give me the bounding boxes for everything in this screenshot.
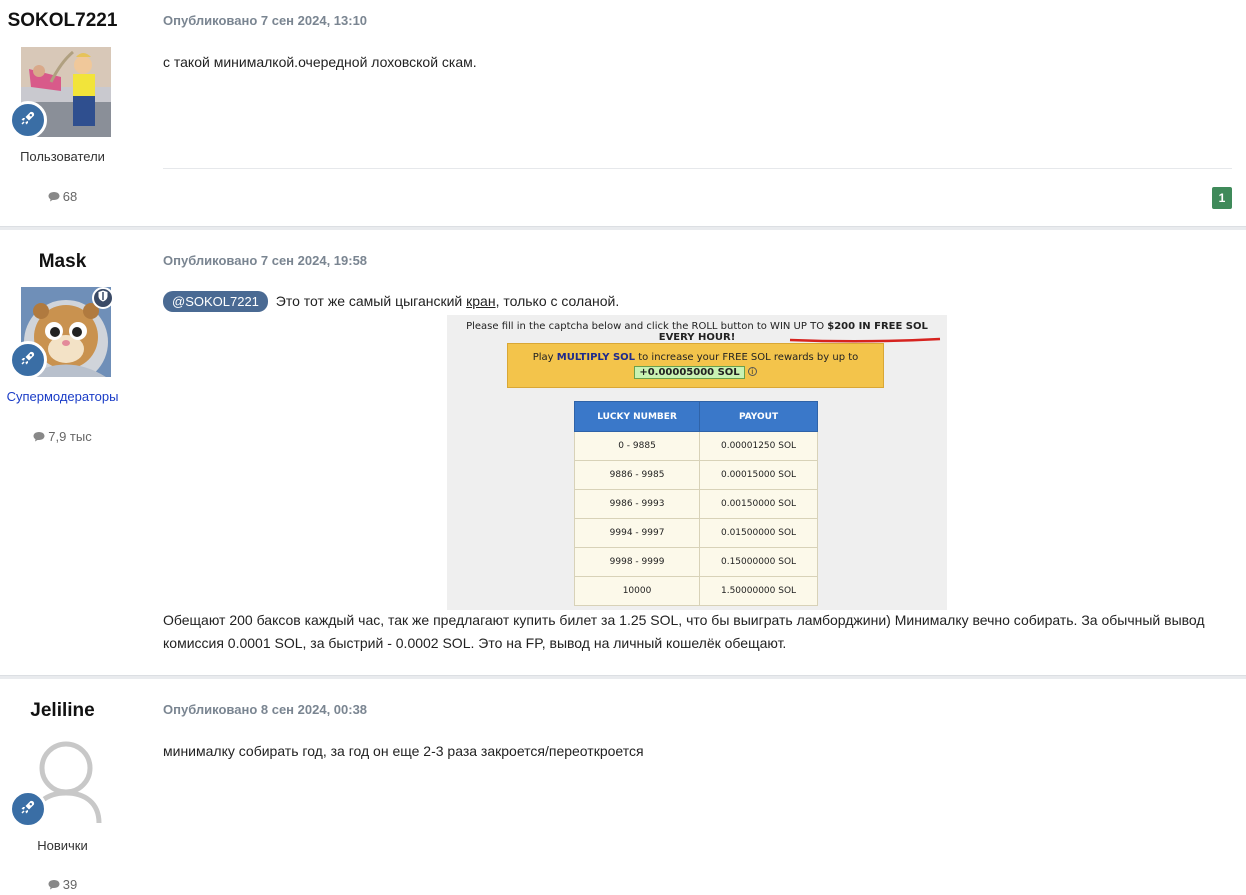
payout-value: 0.00150000 SOL: [700, 490, 818, 519]
rank-badge: [9, 790, 47, 828]
comment-icon: [48, 189, 63, 204]
rocket-icon: [20, 799, 36, 820]
promo-highlight: MULTIPLY SOL: [556, 352, 636, 363]
intro-text: Это тот же самый цыганский: [271, 293, 467, 309]
post-count-value: 7,9 тыс: [48, 429, 92, 444]
payout-value: 0.00001250 SOL: [700, 432, 818, 461]
embedded-image[interactable]: [447, 315, 947, 610]
post-count[interactable]: [0, 189, 125, 204]
embed-header-prefix: Please fill in the captcha below and click the ROLL button to WIN UP TO: [466, 321, 828, 332]
table-row: [575, 432, 818, 461]
divider: [163, 168, 1232, 169]
moderator-badge: [92, 287, 114, 309]
post-count[interactable]: [0, 877, 125, 892]
user-mention[interactable]: @SOKOL7221: [163, 291, 268, 312]
table-row: [575, 519, 818, 548]
lucky-range: 9886 - 9985: [575, 461, 700, 490]
rank-badge: [9, 101, 47, 139]
page-number-badge[interactable]: 1: [1212, 187, 1232, 209]
post-date[interactable]: Опубликовано 7 сен 2024, 19:58: [163, 253, 368, 268]
rocket-icon: [20, 110, 36, 131]
author-name[interactable]: Mask: [38, 251, 87, 272]
table-row: [575, 577, 818, 606]
post-body-intro: [163, 290, 619, 313]
post-count-value: 68: [62, 189, 78, 204]
payout-value: 0.01500000 SOL: [700, 519, 818, 548]
promo-after: to increase your FREE SOL rewards by up to: [635, 352, 859, 363]
rocket-icon: [20, 350, 36, 371]
table-row: [575, 490, 818, 519]
promo-amount: +0.00005000 SOL: [634, 366, 744, 379]
post-body: Обещают 200 баксов каждый час, так же предлагают купить билет за 1.25 SOL, что бы выиграть ламборджини) Минималку вечно собирать. За обычный вывод комиссия 0.0001 SOL, за быстрий - 0.0002 SOL. Это на FP, вывод на личный кошелёк обещают.: [163, 612, 1205, 651]
user-group: Пользователи: [20, 149, 105, 164]
shield-icon: [98, 289, 108, 307]
rank-badge: [9, 341, 47, 379]
payout-value: 0.00015000 SOL: [700, 461, 818, 490]
post-date[interactable]: Опубликовано 7 сен 2024, 13:10: [163, 13, 368, 28]
author-name[interactable]: Jeliline: [30, 700, 95, 721]
intro-text-end: , только с соланой.: [495, 293, 620, 309]
post-body: с такой минималкой.очередной лоховской скам.: [163, 54, 477, 70]
lucky-range: 9994 - 9997: [575, 519, 700, 548]
table-row: [575, 461, 818, 490]
payout-value: 0.15000000 SOL: [700, 548, 818, 577]
payout-table: [574, 401, 818, 606]
author-name[interactable]: SOKOL7221: [7, 10, 118, 31]
post-body: минималку собирать год, за год он еще 2-3 раза закроется/переоткроется: [163, 743, 644, 759]
user-group[interactable]: Супермодераторы: [6, 389, 119, 404]
post-jeliline: [0, 679, 1246, 895]
info-icon: i: [748, 367, 757, 376]
comment-icon: [48, 877, 63, 892]
post-count[interactable]: [0, 429, 125, 444]
inline-link[interactable]: кран: [466, 293, 496, 309]
post-date[interactable]: Опубликовано 8 сен 2024, 00:38: [163, 702, 368, 717]
table-row: [575, 548, 818, 577]
lucky-range: 0 - 9885: [575, 432, 700, 461]
table-header: LUCKY NUMBER: [575, 402, 700, 432]
payout-value: 1.50000000 SOL: [700, 577, 818, 606]
lucky-range: 9986 - 9993: [575, 490, 700, 519]
post-sokol7221: [0, 0, 1246, 226]
lucky-range: 9998 - 9999: [575, 548, 700, 577]
promo-before: Play: [532, 352, 557, 363]
embed-header-highlight: $200 IN FREE SOL EVERY HOUR!: [658, 321, 928, 343]
lucky-range: 10000: [575, 577, 700, 606]
post-count-value: 39: [62, 877, 78, 892]
multiply-promo: [507, 343, 884, 388]
comment-icon: [33, 429, 48, 444]
user-group: Новички: [37, 838, 88, 853]
table-header: PAYOUT: [700, 402, 818, 432]
